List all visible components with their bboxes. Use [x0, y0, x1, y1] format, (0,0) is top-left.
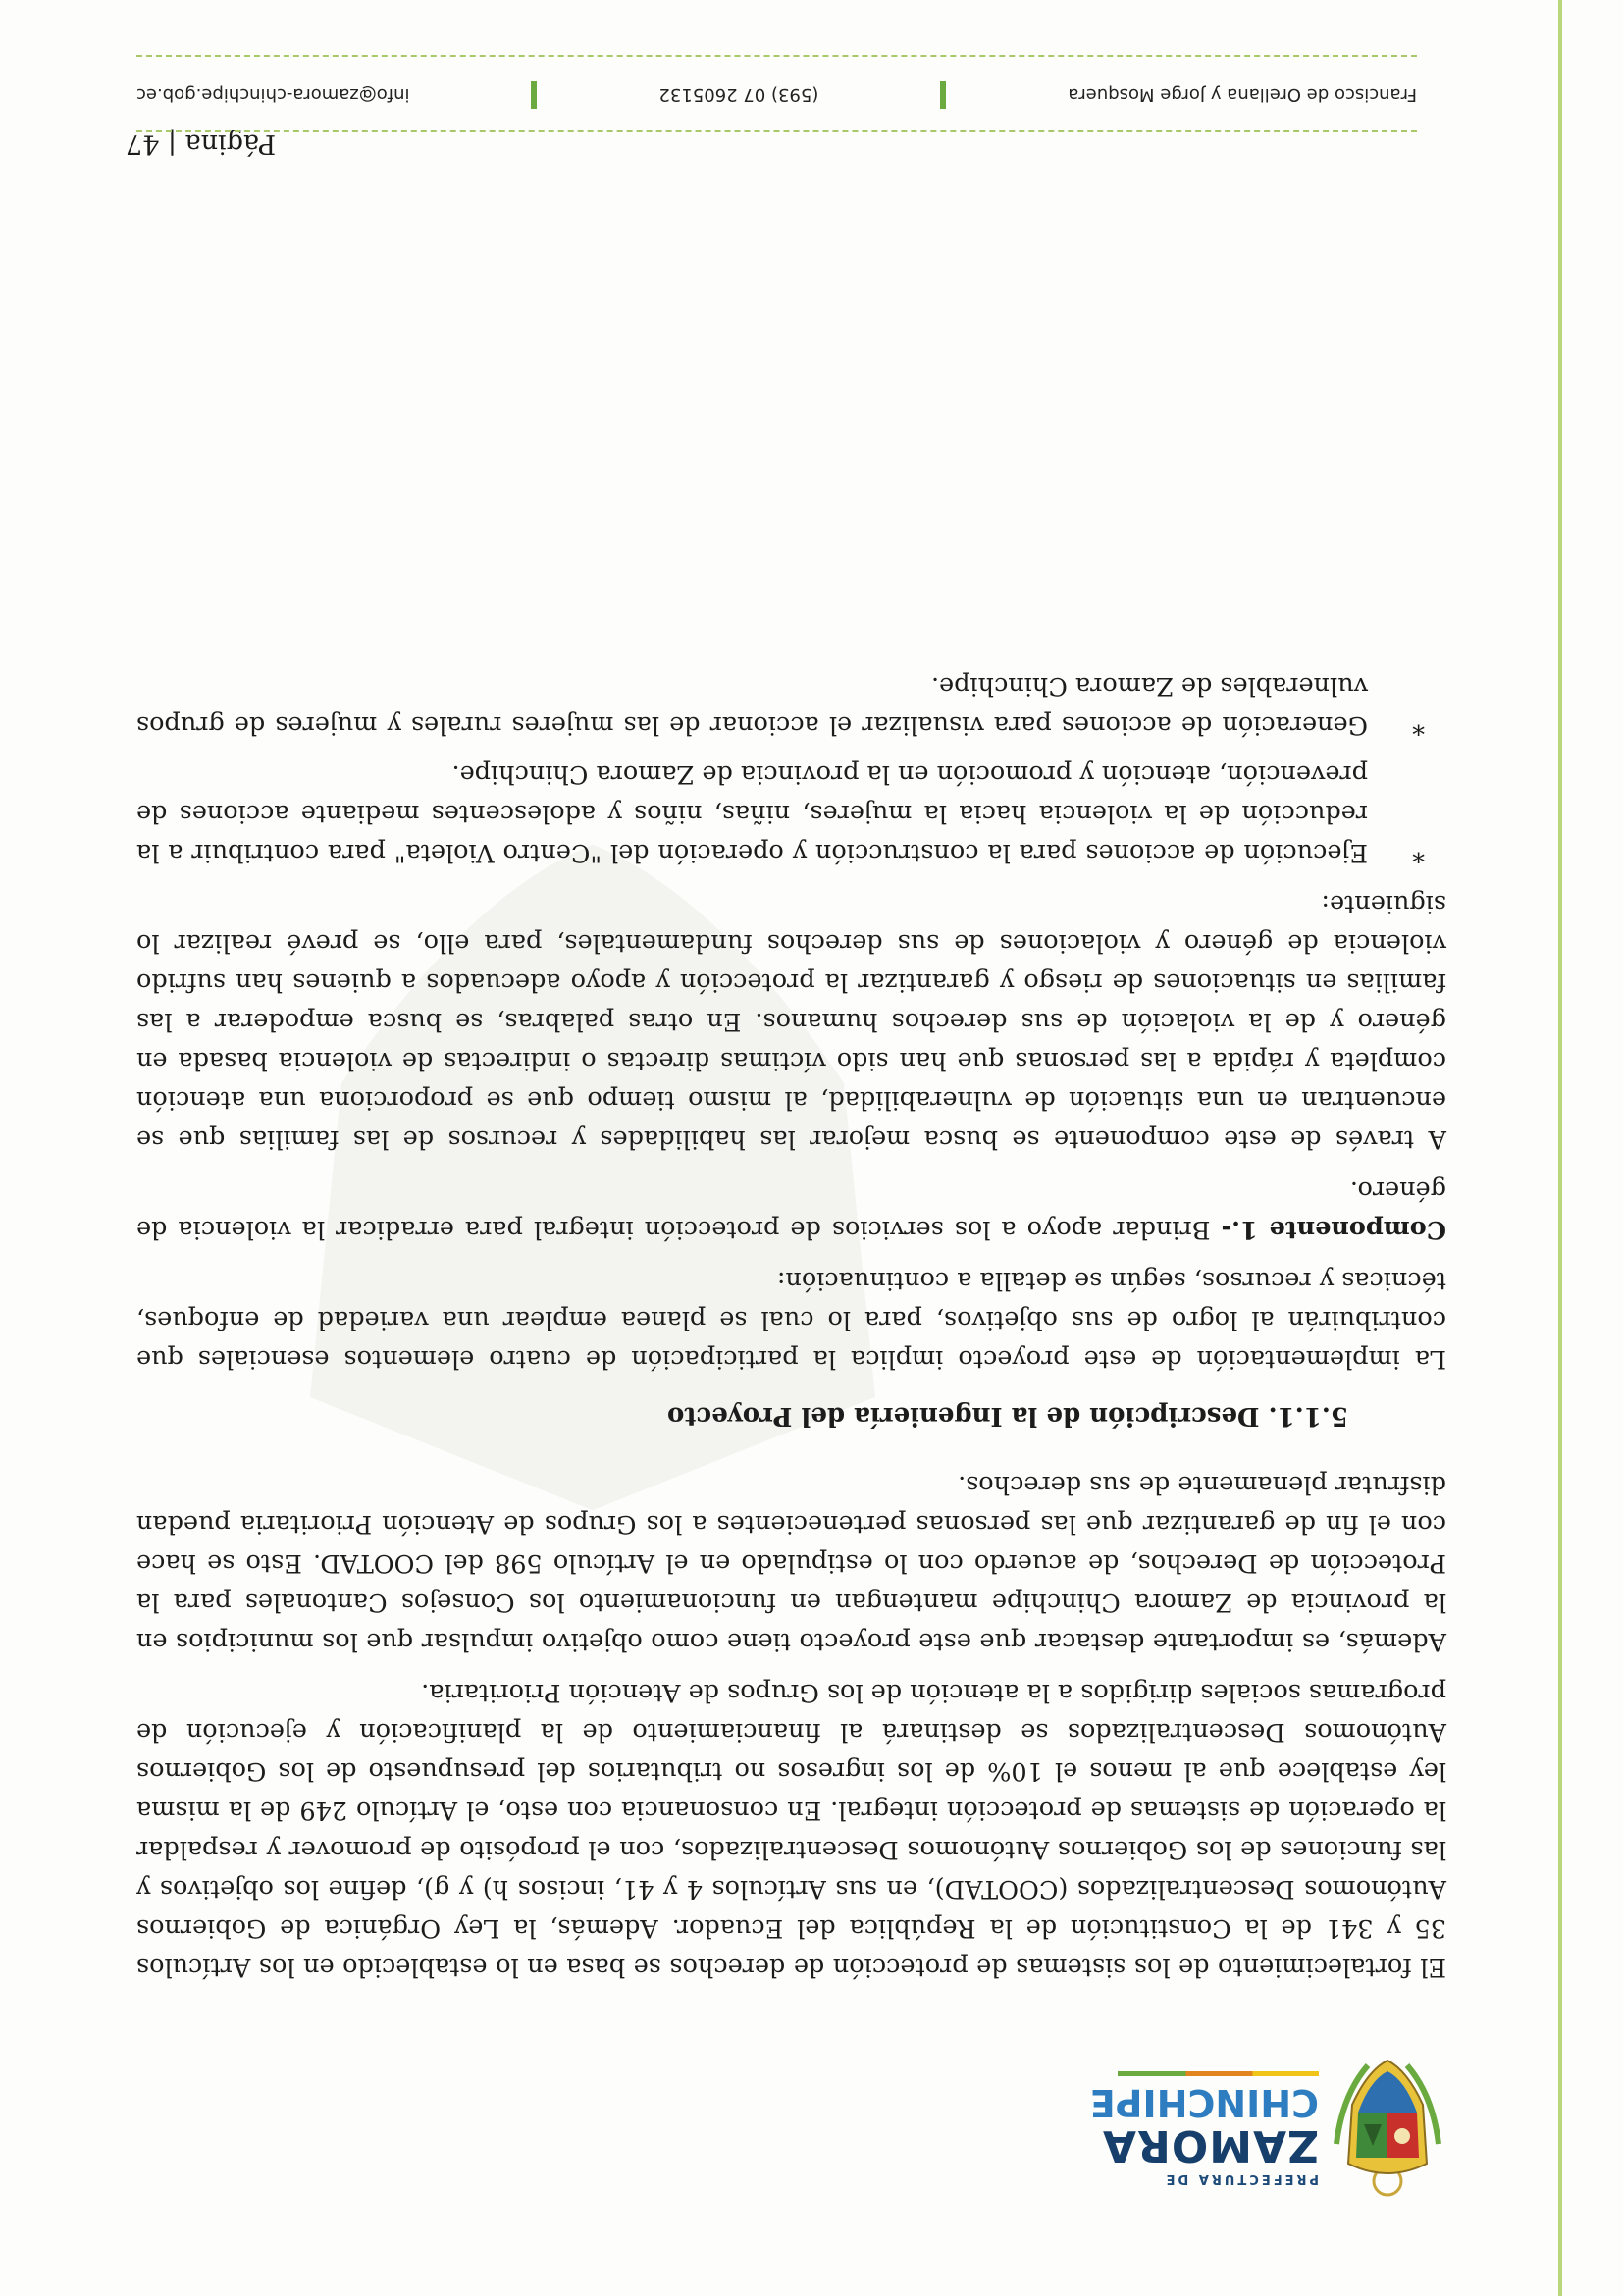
footer-separator — [940, 81, 946, 109]
side-green-rule — [1558, 0, 1562, 2296]
paragraph-legal-basis: El fortalecimiento de los sistemas de protección de derechos se basa en lo establecido en los Artículos 35 y 341 de la Constitución de la República del Ecuador. Además, la Ley Orgánica de Gobiernos Autónomos Descentralizados (COOTAD), en sus Artículos 4 y 41, incisos h) y g), define los objetivos y las funciones de los Gobiernos Autónomos Descentralizados, con el propósito de promover y respaldar la operación de sistemas de protección integral. En consonancia con esto, el Artículo 249 de la misma ley establece que al menos el 10% de los ingresos no tributarios del presupuesto de los Gobiernos Autónomos Descentralizados se destinará al financiamiento de la planificación y ejecución de programas sociales dirigidos a la atención de los Grupos de Atención Prioritaria. — [136, 1678, 1446, 1982]
footer-separator — [532, 81, 538, 109]
bullet-asterisk: * — [1412, 838, 1425, 867]
logo-line-chinchipe: CHINCHIPE — [1089, 2081, 1319, 2124]
footer-address: Francisco de Orellana y Jorge Mosquera — [1068, 84, 1417, 106]
coat-of-arms-icon — [1329, 2056, 1446, 2203]
component-1-label: Componente 1.- — [1221, 1215, 1446, 1244]
logo-wordmark — [1089, 2071, 1319, 2186]
list-item-text: Generación de acciones para visualizar el accionar de las mujeres rurales y mujeres de grupos vulnerables de Zamora Chinchipe. — [136, 671, 1368, 740]
list-item-text: Ejecución de acciones para la construcción y operación del "Centro Violeta" para contribuir a la reducción de la violencia hacia la mujeres, niñas, niños y adolescentes mediante acciones de prevención, atención y promoción en la provincia de Zamora Chinchipe. — [136, 759, 1368, 867]
paragraph-component-1 — [136, 1171, 1446, 1249]
list-item — [136, 755, 1446, 872]
footer-email: info@zamora-chinchipe.gob.ec — [136, 84, 410, 106]
footer — [136, 66, 1417, 125]
logo-line-zamora: ZAMORA — [1101, 2120, 1319, 2170]
component-1-text: Brindar apoyo a los servicios de protección integral para erradicar la violencia de género. — [135, 1175, 1446, 1244]
page-number: Página | 47 — [126, 129, 277, 159]
section-heading: 5.1.1. Descripción de la Ingeniería del Proyecto — [666, 1401, 1348, 1431]
prefectura-logo — [1089, 2041, 1446, 2203]
footer-divider-bottom — [136, 55, 1417, 57]
action-list — [136, 666, 1446, 872]
footer-phone: (593) 07 2605132 — [658, 84, 819, 106]
bullet-asterisk: * — [1412, 710, 1425, 740]
page-content — [136, 656, 1446, 1987]
header — [131, 2041, 1446, 2203]
list-item — [136, 666, 1446, 745]
logo-color-bar — [1118, 2071, 1319, 2076]
logo-line-prefectura: PREFECTURA DE — [1163, 2171, 1319, 2186]
paragraph-component-description: A través de este componente se busca mejorar las habilidades y recursos de las familias que se encuentran en una situación de vulnerabilidad, al mismo tiempo que se proporciona una atención completa y rápida a las personas que han sido víctimas directas o indirectas de violencia basada en género y de la violación de sus derechos humanos. En otras palabras, se busca empoderar a las familias en situaciones de riesgo y garantizar la protección y apoyo adecuados a quienes han sufrido violencia de género y violaciones de sus derechos fundamentales, para ello, se prevé realizar lo siguiente: — [136, 889, 1446, 1154]
footer-divider-top — [136, 130, 1417, 132]
paragraph-municipal-councils: Además, es importante destacar que este proyecto tiene como objetivo impulsar que los municipios en la provincia de Zamora Chinchipe mantengan en funcionamiento los Consejos Cantonales para la Protección de Derechos, de acuerdo con lo estipulado en el Artículo 598 del COOTAD. Esto se hace con el fin de garantizar que las personas pertenecientes a los Grupos de Atención Prioritaria puedan disfrutar plenamente de sus derechos. — [136, 1470, 1446, 1656]
paragraph-implementation: La implementación de este proyecto implica la participación de cuatro elementos esenciales que contribuirán al logro de sus objetivos, para lo cual se planea emplear una variedad de enfoques, técnicas y recursos, según se detalla a continuación: — [136, 1266, 1446, 1374]
